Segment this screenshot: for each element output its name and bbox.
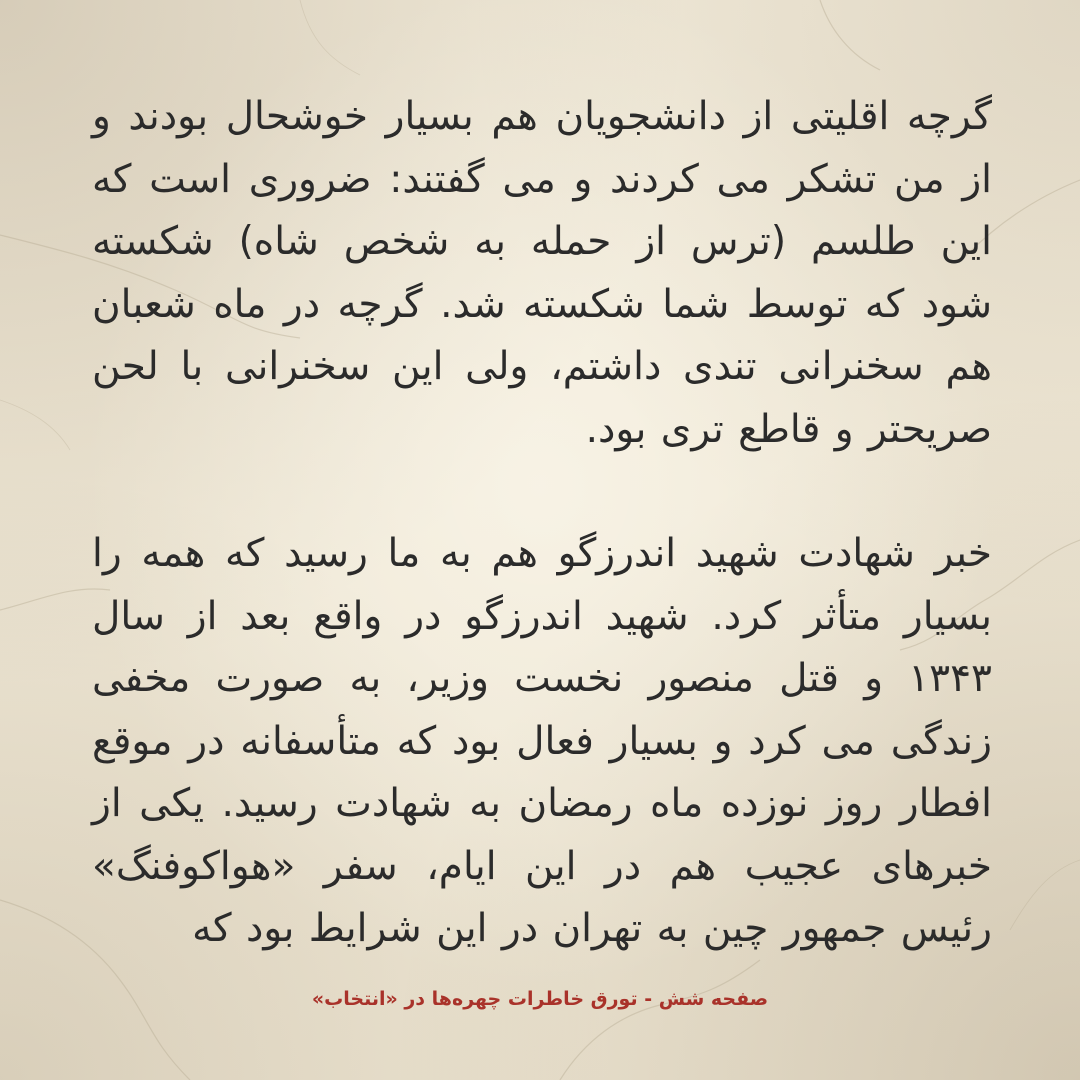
paragraph-1: گرچه اقلیتی از دانشجویان هم بسیار خوشحال بودند و از من تشکر می کردند و می گفتند: ضروری است که این طلسم (ترس از حمله به شخص شاه) شکسته شود که توسط شما شکسته شد. گرچه در ماه شعبان هم سخنرانی تندی داشتم، ولی این سخنرانی با لحن صریحتر و قاطع تری بود.	[92, 94, 992, 452]
article-body	[92, 86, 992, 961]
paragraph-2: خبر شهادت شهید اندرزگو هم به ما رسید که همه را بسیار متأثر کرد. شهید اندرزگو در واقع بعد از سال ۱۳۴۳ و قتل منصور نخست وزیر، به صورت مخفی زندگی می کرد و بسیار فعال بود که متأسفانه در موقع افطار روز نوزده ماه رمضان به شهادت رسید. یکی از خبرهای عجیب هم در این ایام، سفر «هواکوفنگ» رئیس جمهور چین به تهران در این شرایط بود که	[92, 531, 992, 951]
page-caption: صفحه شش - تورق خاطرات چهره‌ها در «انتخاب»	[311, 988, 769, 1010]
